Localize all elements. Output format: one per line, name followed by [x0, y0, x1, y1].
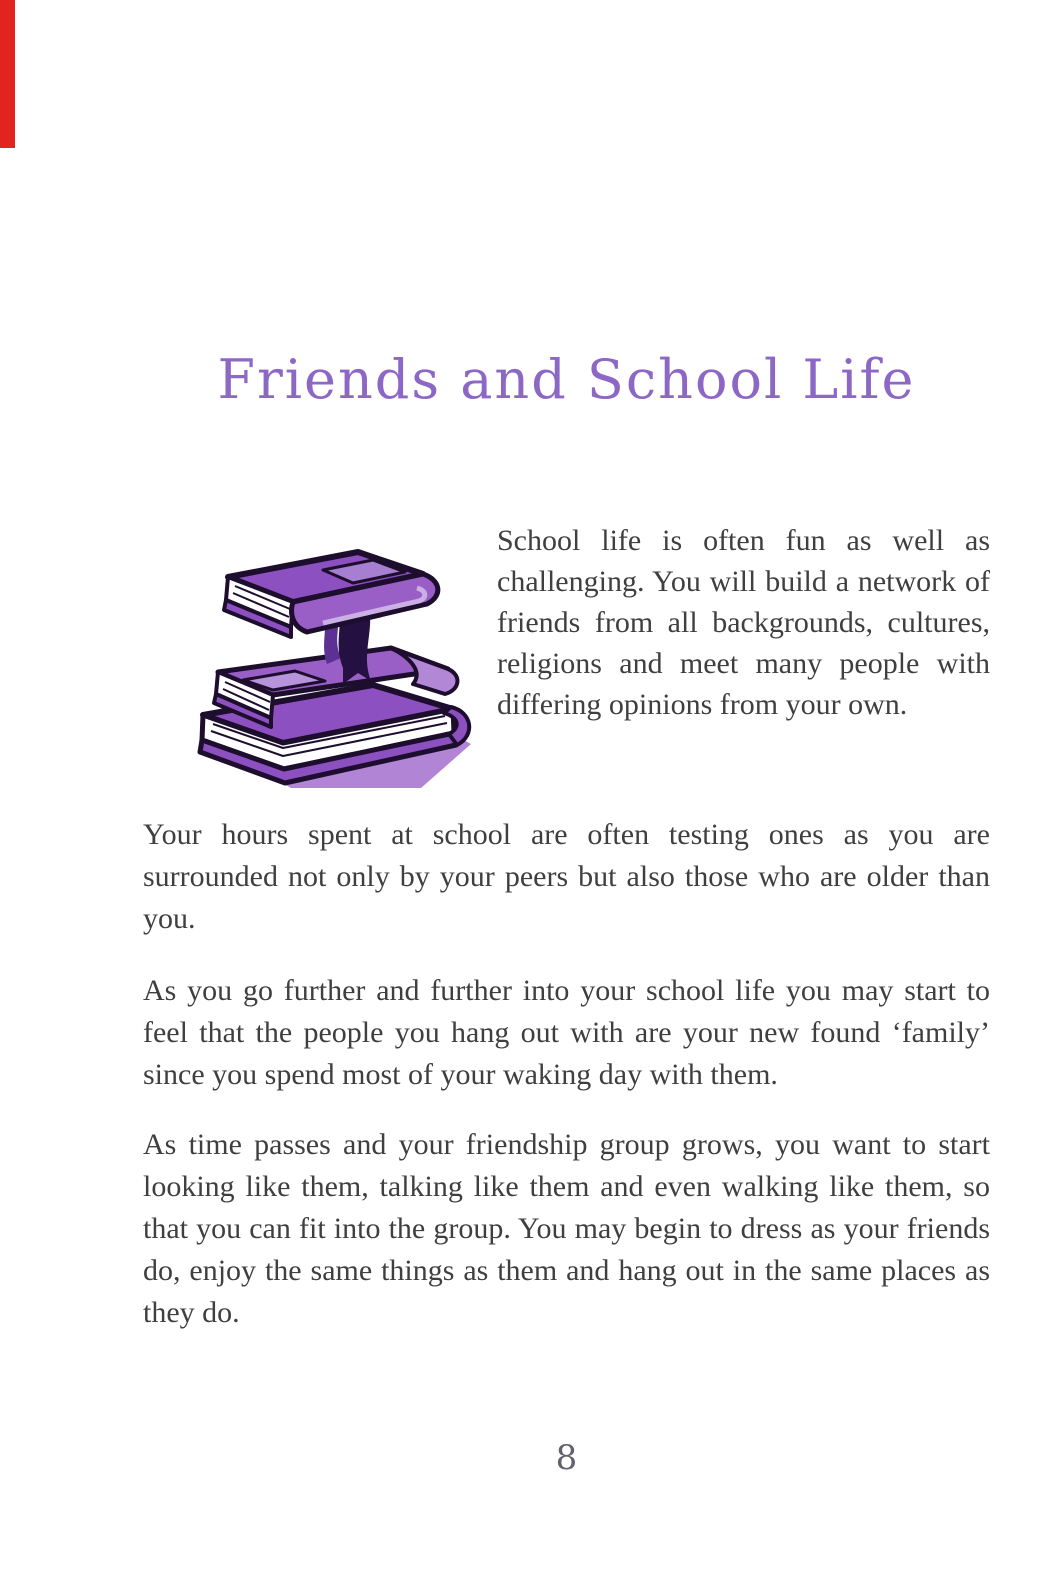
intro-section [143, 520, 990, 794]
books-figure [143, 520, 497, 794]
top-book [224, 552, 438, 637]
paragraph-intro: School life is often fun as well as challenging. You will build a network of friends from all backgrounds, cultures, religions and meet many people with differing opinions from your own. [497, 524, 990, 721]
paragraph-2: Your hours spent at school are often testing ones as you are surrounded not only by your peers but also those who are older than you. [143, 818, 990, 935]
books-illustration [173, 532, 473, 794]
paragraph-3: As you go further and further into your school life you may start to feel that the people you hang out with are your new found ‘family’ since you spend most of your waking day with them. [143, 974, 990, 1091]
book-page [143, 0, 990, 1478]
red-edge-artifact [0, 0, 15, 148]
paragraph-4: As time passes and your friendship group grows, you want to start looking like them, talking like them and even walking like them, so that you can fit into the group. You may begin to dress as your friends do, enjoy the same things as them and hang out in the same places as they do. [143, 1128, 990, 1329]
page-title: Friends and School Life [217, 348, 916, 411]
page-number: 8 [555, 1438, 578, 1478]
